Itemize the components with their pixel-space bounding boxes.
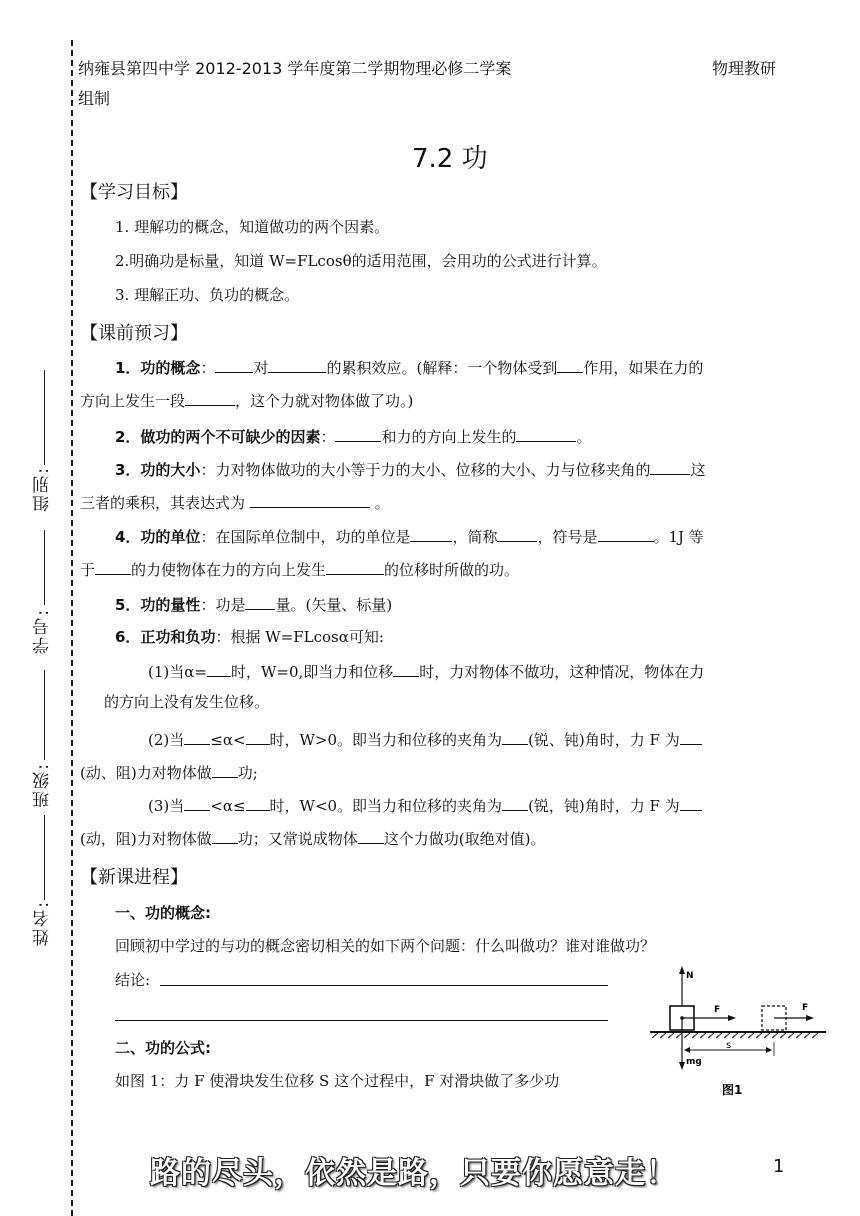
conclusion-label: 结论:	[115, 971, 151, 989]
label-s: s	[726, 1040, 732, 1051]
preview-item-2: 2．做功的两个不可缺少的因素： 和力的方向上发生的 。	[115, 428, 592, 446]
preview-item-4-line2: 于 的力使物体在力的方向上发生 的位移时所做的功。	[80, 561, 520, 579]
goal-3: 3. 理解正功、负功的概念。	[115, 286, 300, 304]
side-label-group: 组别:	[33, 466, 53, 512]
header-line2: 组制	[78, 89, 111, 108]
case-2-line2: (动、阻)力对物体做 功;	[80, 764, 258, 782]
side-label-class: 班级:	[33, 762, 53, 808]
figure-question: 如图 1：力 F 使滑块发生位移 S 这个过程中，F 对滑块做了多少功	[115, 1072, 560, 1090]
header-school: 纳雍县第四中学 2012-2013 学年度第二学期物理必修二学案	[78, 59, 512, 78]
label-mg: mg	[686, 1057, 702, 1067]
header-right: 物理教研	[712, 59, 777, 78]
label-n: N	[686, 971, 694, 981]
preview-item-1-line2: 方向上发生一段 ，这个力就对物体做了功。)	[80, 392, 414, 410]
side-label-name: 姓名:	[33, 900, 53, 946]
conclusion-line-1	[160, 985, 608, 986]
preview-item-3: 3．功的大小：力对物体做功的大小等于力的大小、位移的大小、力与位移夹角的 这	[115, 461, 706, 479]
case-1: (1)当α= 时，W=0,即当力和位移 时，力对物体不做功，这种情况，物体在力	[148, 663, 705, 681]
goal-2: 2.明确功是标量，知道 W=FLcosθ的适用范围，会用功的公式进行计算。	[115, 252, 607, 270]
section-newlesson: 【新课进程】	[80, 867, 188, 888]
binding-dashed-line	[71, 40, 73, 1216]
side-label-number: 学号:	[33, 608, 53, 654]
preview-item-5: 5．功的量性：功是 量。(矢量、标量)	[115, 596, 393, 614]
name-blank-line	[44, 815, 45, 900]
page-title: 7.2 功	[412, 144, 488, 174]
case-3-line2: (动，阻)力对物体做 功；又常说成物体 这个力做功(取绝对值)。	[80, 830, 546, 848]
newlesson-question: 回顾初中学过的与功的概念密切相关的如下两个问题：什么叫做功？谁对谁做功？	[115, 937, 656, 955]
preview-item-4: 4．功的单位：在国际单位制中，功的单位是 ，简称 ，符号是 。1J 等	[115, 528, 704, 546]
newlesson-heading-1: 一、功的概念:	[115, 904, 211, 922]
footer-motto: 路的尽头，依然是路，只要你愿意走！	[150, 1156, 677, 1191]
page-number: 1	[773, 1156, 785, 1177]
newlesson-heading-2: 二、功的公式:	[115, 1039, 211, 1057]
label-f2: F	[802, 1003, 809, 1013]
goal-1: 1. 理解功的概念，知道做功的两个因素。	[115, 218, 390, 236]
figure-1-diagram	[630, 962, 830, 1102]
preview-item-3-line2: 三者的乘积，其表达式为 。	[80, 494, 390, 512]
conclusion-line-2	[115, 1020, 608, 1021]
label-f1: F	[714, 1005, 721, 1015]
group-blank-line	[44, 370, 45, 465]
case-1-line2: 的方向上没有发生位移。	[104, 693, 270, 711]
case-3: (3)当 <α≤ 时，W<0。即当力和位移的夹角为 (锐，钝)角时，力 F 为	[148, 795, 702, 816]
section-preview: 【课前预习】	[80, 323, 188, 344]
preview-item-6: 6．正功和负功：根据 W=FLcosα可知:	[115, 628, 384, 646]
preview-item-1: 1．功的概念： 对 的累积效应。(解释：一个物体受到 作用，如果在力的	[115, 359, 704, 377]
class-blank-line	[44, 670, 45, 760]
section-goals: 【学习目标】	[80, 182, 188, 203]
figure-caption: 图1	[722, 1083, 743, 1097]
case-2: (2)当 ≤α< 时，W>0。即当力和位移的夹角为 (锐、钝)角时，力 F 为	[148, 729, 702, 750]
number-blank-line	[44, 530, 45, 605]
